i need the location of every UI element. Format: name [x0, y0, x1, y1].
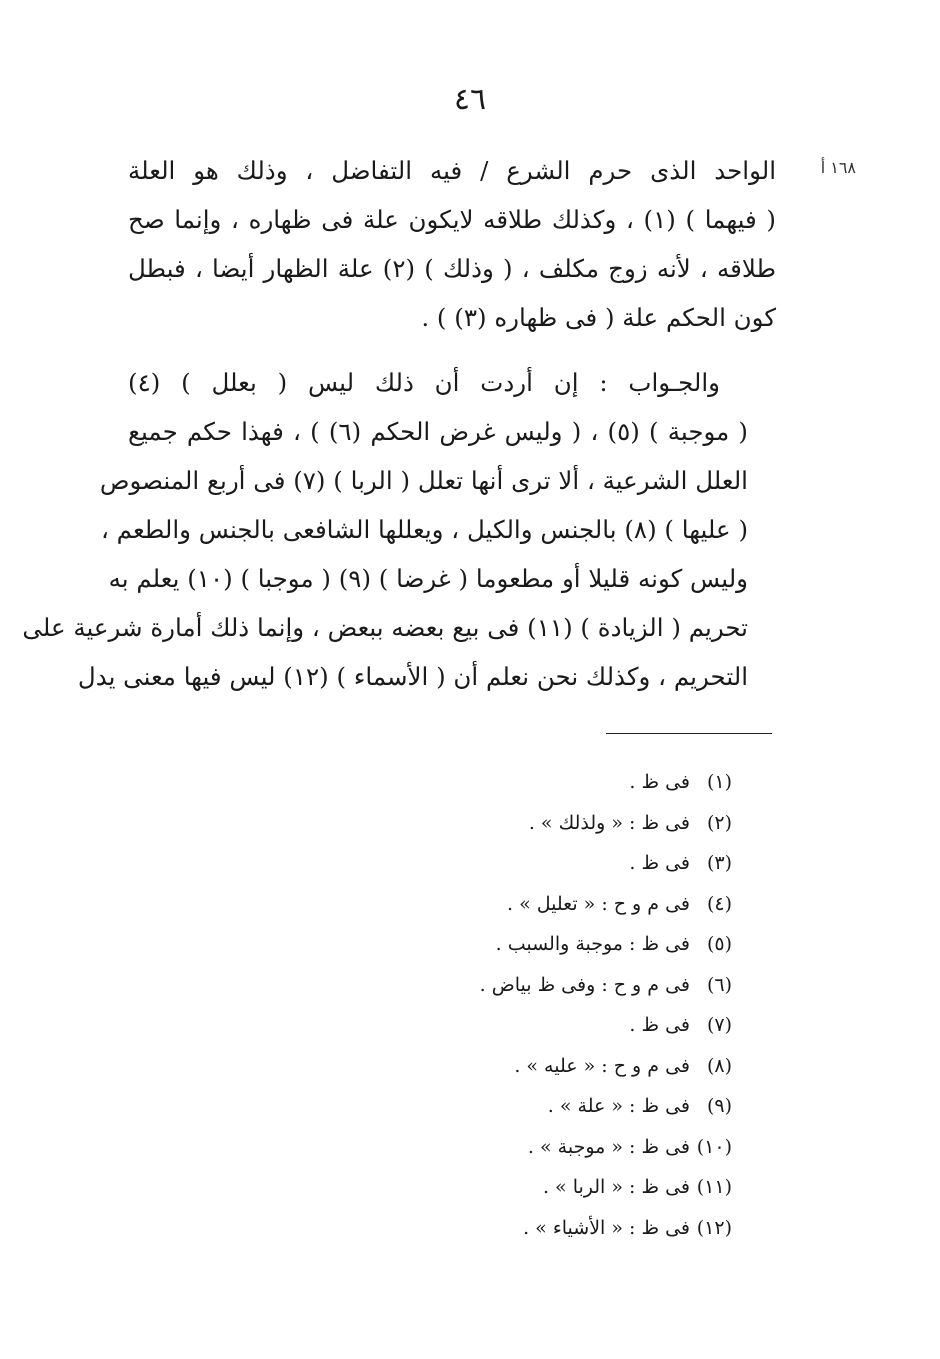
- footnote-number: (١): [706, 771, 732, 793]
- footnote-text: فى م و ح : « تعليل » .: [507, 892, 690, 915]
- text-line: ( فيهما ) (١) ، وكذلك طلاقه لايكون علة فى ظهاره ، وإنما صح: [128, 205, 776, 234]
- footnote-number: (١٠): [696, 1135, 732, 1158]
- footnote-number: (٧): [706, 1014, 732, 1036]
- footnote-text: فى ظ : « الأشياء » .: [523, 1216, 690, 1239]
- footnote-text: فى ظ : « ولذلك » .: [528, 811, 690, 834]
- text-line: العلل الشرعية ، ألا ترى أنها تعلل ( الربا ) (٧) فى أربع المنصوص: [99, 466, 748, 495]
- footnote-text: فى م و ح : وفى ظ بياض .: [479, 973, 690, 996]
- footnote-item: [300, 884, 732, 925]
- footnote-number: (١٢): [696, 1216, 732, 1239]
- footnote-number: (٩): [706, 1095, 732, 1117]
- footnote-number: (٢): [706, 811, 732, 834]
- footnote-item: [300, 1005, 732, 1046]
- text-line: طلاقه ، لأنه زوج مكلف ، ( وذلك ) (٢) علة الظهار أيضا ، فبطل: [128, 254, 776, 283]
- footnote-item: [300, 924, 732, 965]
- manuscript-folio-reference: ١٦٨ أ: [820, 158, 856, 177]
- footnote-number: (٤): [706, 892, 732, 915]
- text-line: وليس كونه قليلا أو مطعوما ( غرضا ) (٩) ( موجبا ) (١٠) يعلم به: [108, 564, 748, 593]
- footnote-text: فى ظ .: [629, 1014, 690, 1036]
- footnote-item: [300, 1167, 732, 1208]
- text-line: كون الحكم علة ( فى ظهاره (٣) ) .: [421, 303, 776, 332]
- paragraph-2: [22, 358, 776, 701]
- footnote-item: [300, 1046, 732, 1087]
- text-line: ( موجبة ) (٥) ، ( وليس غرض الحكم (٦) ) ، فهذا حكم جميع: [128, 417, 748, 446]
- footnote-text: فى ظ : « موجبة » .: [527, 1135, 690, 1158]
- footnote-item: [300, 762, 732, 803]
- footnote-item: [300, 1086, 732, 1127]
- footnote-number: (٣): [706, 852, 732, 874]
- footnote-item: [300, 1127, 732, 1168]
- footnote-text: فى ظ : « علة » .: [547, 1095, 690, 1117]
- footnote-text: فى ظ .: [629, 771, 690, 793]
- footnote-text: فى ظ : « الربا » .: [542, 1176, 690, 1198]
- text-line: والجـواب : إن أردت أن ذلك ليس ( بعلل ) (٤): [128, 368, 720, 397]
- footnote-number: (٦): [706, 973, 732, 996]
- footnote-item: [300, 965, 732, 1006]
- footnote-number: (٥): [706, 933, 732, 955]
- text-line: ( عليها ) (٨) بالجنس والكيل ، ويعللها الشافعى بالجنس والطعم ،: [100, 515, 748, 544]
- paragraph-1: [128, 146, 776, 342]
- footnote-item: [300, 803, 732, 844]
- footnote-number: (٨): [706, 1054, 732, 1077]
- footnote-text: فى ظ : موجبة والسبب .: [495, 933, 690, 955]
- footnote-text: فى م و ح : « عليه » .: [514, 1054, 690, 1077]
- text-line: تحريم ( الزيادة ) (١١) فى بيع بعضه ببعض ، وإنما ذلك أمارة شرعية على: [22, 613, 748, 642]
- footnote-separator: [606, 733, 772, 734]
- text-line: الواحد الذى حرم الشرع / فيه التفاضل ، وذلك هو العلة: [128, 156, 776, 185]
- footnote-item: [300, 843, 732, 884]
- text-line: التحريم ، وكذلك نحن نعلم أن ( الأسماء ) (١٢) ليس فيها معنى يدل: [77, 662, 748, 691]
- footnote-item: [300, 1208, 732, 1249]
- footnotes-list: [300, 762, 732, 1248]
- page-number: ٤٦: [453, 82, 487, 117]
- footnote-number: (١١): [696, 1176, 732, 1198]
- footnote-text: فى ظ .: [629, 852, 690, 874]
